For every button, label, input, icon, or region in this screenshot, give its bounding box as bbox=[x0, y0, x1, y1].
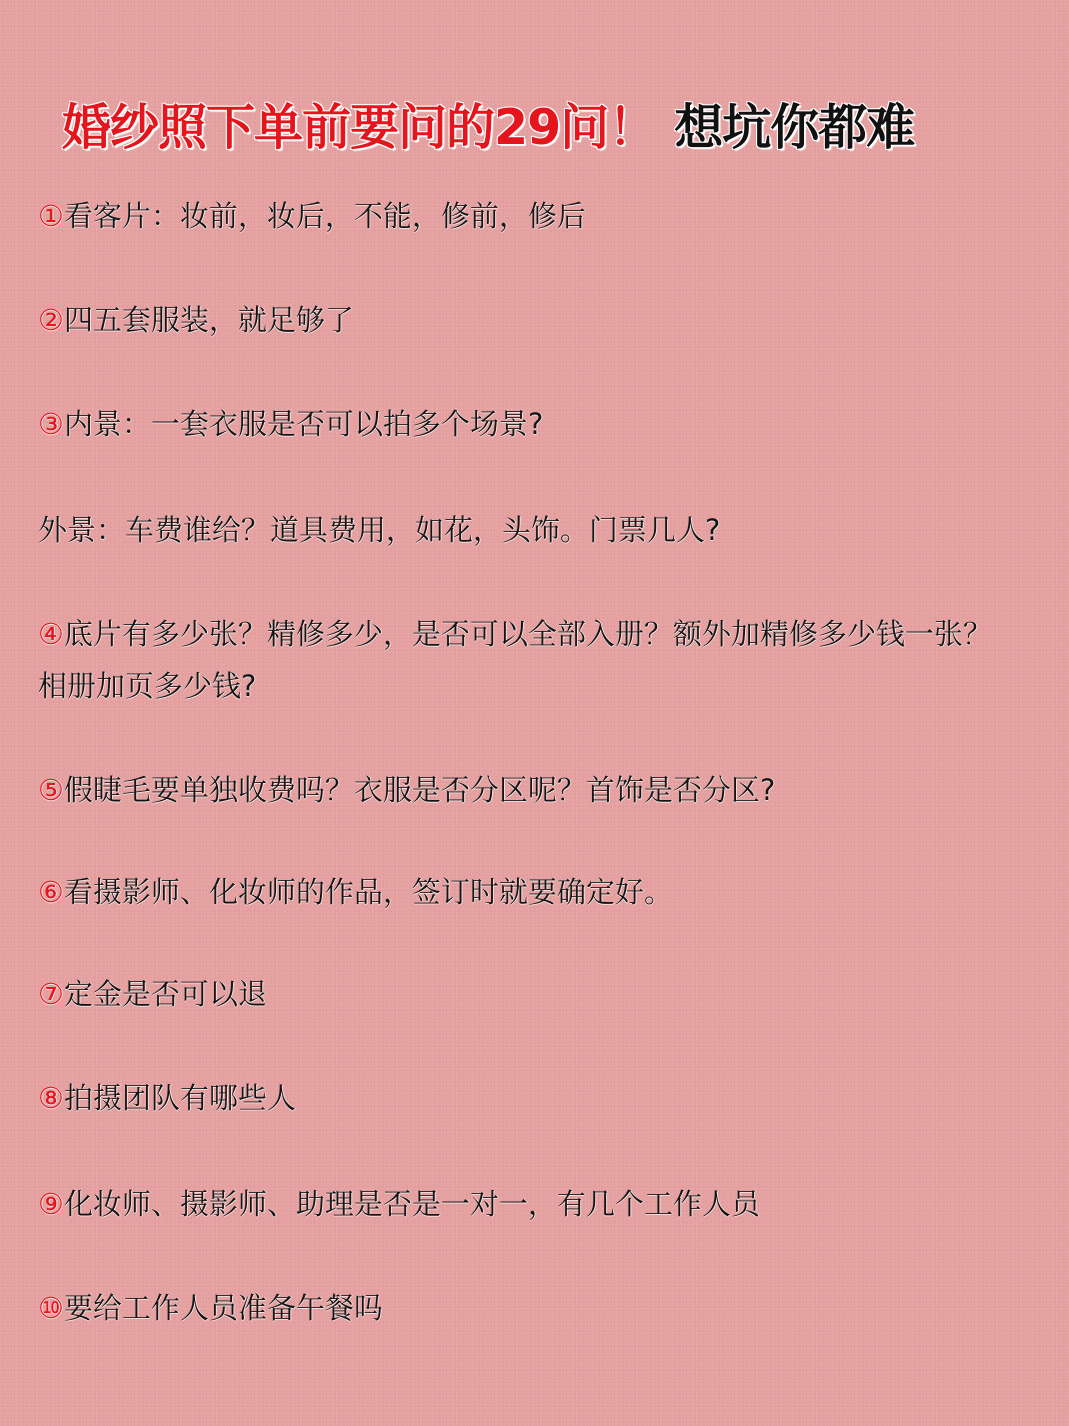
item-text: 外景：车费谁给？道具费用，如花，头饰。门票几人? bbox=[38, 513, 721, 547]
item-text: 要给工作人员准备午餐吗 bbox=[64, 1291, 384, 1325]
page-title bbox=[62, 96, 914, 160]
list-item bbox=[38, 190, 998, 242]
list-item bbox=[38, 608, 998, 712]
list-item bbox=[38, 1072, 998, 1124]
item-text: 假睫毛要单独收费吗？衣服是否分区呢？首饰是否分区? bbox=[64, 773, 776, 807]
list-item bbox=[38, 866, 998, 918]
item-number: ⑥ bbox=[38, 875, 64, 909]
list-item bbox=[38, 968, 998, 1020]
item-number: ⑨ bbox=[38, 1187, 64, 1221]
item-number: ② bbox=[38, 303, 64, 337]
item-text: 定金是否可以退 bbox=[64, 977, 268, 1011]
item-text: 看客片：妆前，妆后，不能，修前，修后 bbox=[64, 199, 587, 233]
list-item bbox=[38, 294, 998, 346]
list-item bbox=[38, 398, 998, 450]
item-text: 化妆师、摄影师、助理是否是一对一，有几个工作人员 bbox=[64, 1187, 761, 1221]
item-text: 看摄影师、化妆师的作品，签订时就要确定好。 bbox=[64, 875, 674, 909]
item-number: ③ bbox=[38, 407, 64, 441]
list-item bbox=[38, 764, 998, 816]
item-number: ⑩ bbox=[38, 1291, 64, 1325]
list-item bbox=[38, 504, 998, 556]
item-text: 内景：一套衣服是否可以拍多个场景? bbox=[64, 407, 544, 441]
item-text: 拍摄团队有哪些人 bbox=[64, 1081, 297, 1115]
item-number: ⑤ bbox=[38, 773, 64, 807]
item-text: 四五套服装，就足够了 bbox=[64, 303, 355, 337]
list-item bbox=[38, 1178, 998, 1230]
item-number: ⑧ bbox=[38, 1081, 64, 1115]
item-number: ④ bbox=[38, 617, 64, 651]
item-number: ① bbox=[38, 199, 64, 233]
list-item bbox=[38, 1282, 998, 1334]
title-black-part: 想坑你都难 bbox=[674, 99, 915, 156]
item-number: ⑦ bbox=[38, 977, 64, 1011]
item-text: 底片有多少张？精修多少，是否可以全部入册？额外加精修多少钱一张？相册加页多少钱? bbox=[38, 617, 993, 703]
title-red-part: 婚纱照下单前要问的29问！ bbox=[62, 99, 657, 156]
